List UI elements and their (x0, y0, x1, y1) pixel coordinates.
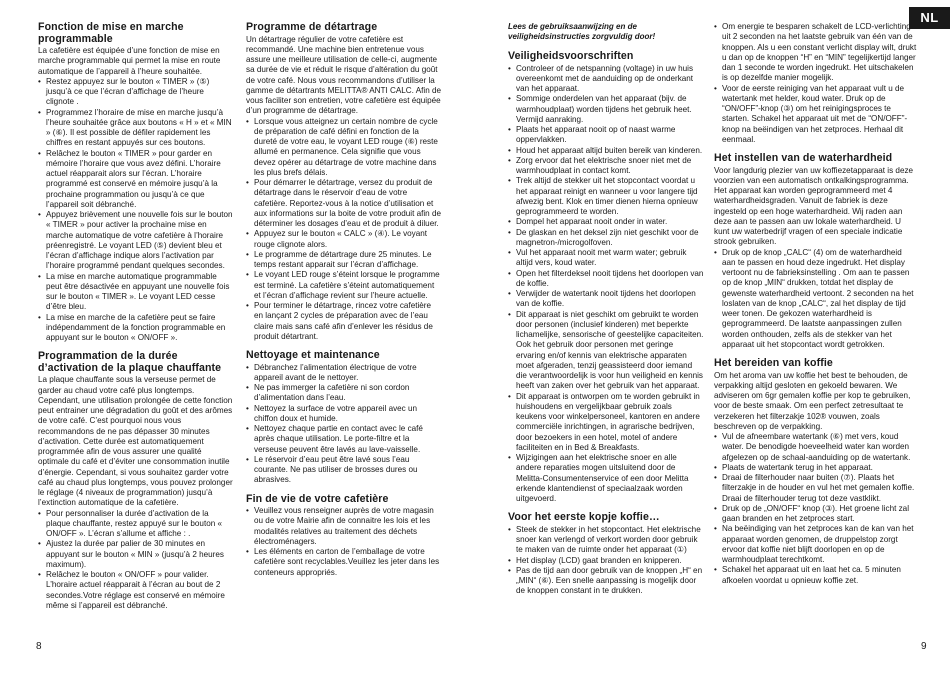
list-item: • Les éléments en carton de l’emballage de votre cafetière sont recyclables.Veuillez les jeter dans les conteneurs appropriés. (246, 547, 442, 578)
heading-end-of-life: Fin de vie de votre cafetière (246, 492, 389, 505)
list-item: • Pas de tijd aan door gebruik van de knoppen „H“ en „MIN“ (⑥). Een snelle aanpassing is mogelijk door de knoppen constant in te drukken. (508, 566, 704, 597)
paragraph-water-hardness: Voor langdurig plezier van uw koffiezetapparaat is deze voorzien van een automatisch ontkalkingsprogramma. Het apparaat kan worden geprogrammeerd met 4 waterhardheidsgraden. Vanuit de fabriek is deze ingesteld op een hoge waterhardheid. Wij raden aan deze aan te passen aan uw lokale waterhardheid. U kunt uw waterbedrijf vragen of een speciale indicatie strook gebruiken. (714, 165, 914, 247)
list-item: • Dit apparaat is ontworpen om te worden gebruikt in huishoudens en vergelijkbaar gebruik zoals keukens voor winkelpersoneel, kantoren en andere commerciële inrichtingen, in agrarische bedrijven, door bezoekers in een hotel, motel of andere faciliteiten en in Bed & Breakfasts. (508, 392, 704, 454)
list-item: • Nettoyez la surface de votre appareil avec un chiffon doux et humide. (246, 404, 442, 425)
list-item: • Le programme de détartrage dure 25 minutes. Le temps restant apparait sur l’écran d’affichage. (246, 250, 442, 271)
list-item: • Le voyant LED rouge s’éteint lorsque le programme est terminé. La cafetière s’éteint automatiquement et l’écran d’affichage revient sur l’heure actuelle. (246, 270, 442, 301)
language-badge: NL (909, 7, 950, 29)
list-item: • Restez appuyez sur le bouton « TIMER » (⑤) jusqu’à ce que l’écran d’affichage de l’heure clignote . (38, 77, 234, 108)
heading-first-coffee: Voor het eerste kopje koffie… (508, 511, 660, 524)
list-item: • Appuyez brièvement une nouvelle fois sur le bouton « TIMER » pour activer la prochaine mise en marche automatique de votre cafetière à l’horaire préenregistré. Le voyant LED (⑤) devient bleu et l’écran d’affichage indique alors l’activation par l’horaire programmé pendant quelques secondes. (38, 210, 234, 272)
list-item: • Programmez l’horaire de mise en marche jusqu’à l’heure souhaitée grâce aux boutons « H » et « MIN » (⑥). Il est possible de défiler rapidement les chiffres en restant appuyés sur ces boutons. (38, 108, 234, 149)
list-item: • Vul de afneembare watertank (⑥) met vers, koud water. De benodigde hoeveelheid water kan worden afgelezen op de schaal-aanduiding op de watertank. (714, 432, 917, 463)
list-item: • Le réservoir d’eau peut être lavé sous l’eau courante. Ne pas utiliser de brosses dures ou abrasives. (246, 455, 442, 486)
heading-descale: Programme de détartrage (246, 21, 378, 33)
column-french-1 (38, 22, 234, 611)
list-item: • Open het filterdeksel nooit tijdens het doorlopen van de koffie. (508, 269, 704, 290)
list-item: • Dompel het apparaat nooit onder in water. (508, 217, 704, 227)
heading-water-hardness: Het instellen van de waterhardheid (714, 152, 893, 164)
heading-timer: Fonction de mise en marche programmable (38, 21, 184, 45)
list-item: • Plaats het apparaat nooit op of naast warme oppervlakken. (508, 125, 704, 146)
column-french-2 (246, 22, 442, 578)
list-item: • Lorsque vous atteignez un certain nombre de cycle de préparation de café défini en fonction de la dureté de votre eau, le voyant LED rouge (⑥) reste allumé en permanence. Cela signifie que vous devez opérer au détartrage de votre machine dans les plus brefs délais. (246, 117, 442, 179)
list-first-coffee (508, 525, 704, 597)
page-number-left: 8 (36, 641, 42, 652)
list-item: • Pour personnaliser la durée d’activation de la plaque chauffante, restez appuyé sur le bouton « ON/OFF ». L’écran s’allume et affiche : . (38, 509, 234, 540)
heading-plate: Programmation de la durée d’activation de la plaque chauffante (38, 350, 222, 374)
list-item: • Voor de eerste reiniging van het apparaat vult u de watertank met helder, koud water. Druk op de “ON/OFF”-knop (③) om het reinigingsproces te starten. Schakel het apparaat uit met de “ON/OFF”-knop na beëindigen van het zetproces. Herhaal dit eenmaal. (714, 84, 917, 146)
list-item: • Trek altijd de stekker uit het stopcontact voordat u het apparaat reinigt en wanneer u voor langere tijd afwezig bent. Klok en timer dienen hierna opnieuw geprogrammeerd te worden. (508, 176, 704, 217)
list-water-hardness (714, 248, 917, 351)
heading-safety: Veiligheidsvoorschriften (508, 50, 634, 62)
list-item: • Dit apparaat is niet geschikt om gebruikt te worden door personen (inclusief kinderen) met beperkte lichamelijke, sensorische of geestelijke capaciteiten. Ook het gebruik door personen met geringe ervaring en/of kennis van elektrische apparaten moet afgeraden, tenzij geassisteerd door iemand die verantwoordelijk is voor hun veiligheid en kennis heeft van zaken over het gebruik van het apparaat. (508, 310, 704, 392)
paragraph-plate: La plaque chauffante sous la verseuse permet de garder au chaud votre café plus longtemps. Cependant, une utilisation prolongée de cette fonction peut entrainer une dégradation du goût et des arômes de votre café. C’est pourquoi nous vous recommandons de ne pas dépasser 30 minutes d’activation. Cette durée est automatiquement programmée afin de vous assurer une qualité optimale du café et d’éviter une consommation inutile d’énergie. Cependant, si vous souhaitez garder votre café au chaud plus longtemps, vous pouvez prolonger le réglage (4 niveaux de programmation) jusqu’à l’extinction automatique de la cafetière. (38, 375, 233, 508)
list-item: • Plaats de watertank terug in het apparaat. (714, 463, 917, 473)
list-item: • Appuyez sur le bouton « CALC » (④). Le voyant rouge clignote alors. (246, 229, 442, 250)
list-item: • Druk op de knop „CALC“ (4) om de waterhardheid aan te passen en houd deze ingedrukt. Het display vertoont nu de fabrieksinstelling . Om aan te passen op de knop „MIN“ drukken, totdat het display de gewenste waterhardheid vertoont. 2 seconden na het loslaten van de knop „CALC“, zal het display de tijd weer tonen. De gekozen waterhardheid is geprogrammeerd. De laatste aanpassingen zullen worden onthouden, zelfs als de stekker van het apparaat uit het stopcontact wordt getrokken. (714, 248, 917, 351)
list-timer (38, 77, 234, 344)
page-number-right: 9 (921, 641, 927, 652)
list-item: • Wijzigingen aan het elektrische snoer en alle andere reparaties mogen uitsluitend door de Melitta-Consumentenservice of een door Melitta erkende klantendienst of speciaalzaak worden uitgevoerd. (508, 453, 704, 504)
list-item: • La mise en marche automatique programmable peut être désactivée en appuyant une nouvelle fois sur le bouton « TIMER ». Le voyant LED cesse d’être bleu. (38, 272, 234, 313)
column-dutch-2 (714, 22, 917, 586)
list-item: • Draai de filterhouder naar buiten (⑦). Plaats het filterzakje in de houder en vul het met gemalen koffie. Draai de filterhouder terug tot deze vastklikt. (714, 473, 917, 504)
list-safety (508, 64, 704, 505)
list-descale (246, 117, 442, 343)
list-item: • De glaskan en het deksel zijn niet geschikt voor de magnetron-/microgolfoven. (508, 228, 704, 249)
list-item: • Houd het apparaat altijd buiten bereik van kinderen. (508, 146, 704, 156)
intro-warning: Lees de gebruiksaanwijzing en de veiligheidsinstructies zorgvuldig door! (508, 22, 656, 41)
list-item: • Steek de stekker in het stopcontact. Het elektrische snoer kan verlengd of verkort worden door gebruik te maken van de ruimte onder het apparaat (①) (508, 525, 704, 556)
list-item: • Nettoyez chaque partie en contact avec le café après chaque utilisation. Le porte-filtre et la verseuse peuvent être lavés au lave-vaisselle. (246, 424, 442, 455)
list-item: • Schakel het apparaat uit en laat het ca. 5 minuten afkoelen voordat u opnieuw koffie zet. (714, 565, 917, 586)
list-item: • La mise en marche de la cafetière peut se faire indépendamment de la fonction programmable en appuyant sur le bouton « ON/OFF ». (38, 313, 234, 344)
list-item: • Druk op de „ON/OFF“ knop (③). Het groene licht zal gaan branden en het zetproces start. (714, 504, 917, 525)
heading-brewing: Het bereiden van koffie (714, 357, 833, 369)
list-item: • Verwijder de watertank nooit tijdens het doorlopen van de koffie. (508, 289, 704, 310)
list-item: • Ne pas immerger la cafetière ni son cordon d’alimentation dans l’eau. (246, 383, 442, 404)
list-cleaning (246, 363, 442, 486)
list-item: • Controleer of de netspanning (voltage) in uw huis overeenkomt met de aanduiding op de onderkant van het apparaat. (508, 64, 704, 95)
list-brewing (714, 432, 917, 586)
list-item: • Om energie te besparen schakelt de LCD-verlichting uit 2 seconden na het laatste gebruik van één van de knoppen. Als u een constant verlicht display wilt, drukt u dan op de knoppen “H” en “MIN” tegelijkertijd langer dan 1 seconde te worden ingedrukt. Het uitschakelen is op dezelfde manier mogelijk. (714, 22, 917, 84)
paragraph-timer: La cafetière est équipée d’une fonction de mise en marche programmable qui permet la mise en route automatique de l’appareil à l’heure souhaitée. (38, 46, 221, 76)
list-item: • Pour démarrer le détartrage, versez du produit de détartrage dans le réservoir d’eau de votre cafetière. Reportez-vous à la notice d’utilisation et aux informations sur la boite de votre produit afin de déterminer les dosages d’eau et de produit à diluer. (246, 178, 442, 229)
list-plate (38, 509, 234, 612)
paragraph-brewing: Om het aroma van uw koffie het best te behouden, de verpakking altijd gesloten en gekoeld bewaren. We adviseren om 6gr gemalen koffie per kop te gebruiken, voor de beste smaak. Om een perfect zetresultaat te verzekeren het filterzakje 102® vouwen, zoals beschreven op de verpakking. (714, 370, 911, 431)
list-item: • Veuillez vous renseigner auprès de votre magasin ou de votre Mairie afin de connaitre les lois et les modalités relatives au traitement des déchets électroménagers. (246, 506, 442, 547)
list-item: • Ajustez la durée par palier de 30 minutes en appuyant sur le bouton « MIN » (jusqu’à 2 heures maximum). (38, 539, 234, 570)
list-item: • Relâchez le bouton « ON/OFF » pour valider. L’horaire actuel réapparait à l’écran au bout de 2 secondes.Votre réglage est conservé en mémoire même si l’appareil est débranché. (38, 570, 234, 611)
heading-cleaning: Nettoyage et maintenance (246, 349, 380, 361)
list-item: • Het display (LCD) gaat branden en knipperen. (508, 556, 704, 566)
list-item: • Zorg ervoor dat het elektrische snoer niet met de warmhoudplaat in contact komt. (508, 156, 704, 177)
list-item: • Relâchez le bouton « TIMER » pour garder en mémoire l’horaire que vous avez défini. L’horaire actuel réapparait alors sur l’écran. L’horaire programmé est conservé en mémoire jusqu’à la prochaine programmation ou jusqu’à ce que l’appareil soit débranché. (38, 149, 234, 211)
list-item: • Sommige onderdelen van het apparaat (bijv. de warmhoudplaat) worden tijdens het gebruik heet. Vermijd aanraking. (508, 94, 704, 125)
paragraph-descale: Un détartrage régulier de votre cafetière est recommandé. Une machine bien entretenue vous assure une meilleure utilisation de celle-ci, augmente sa durée de vie et réduit le risque d’altération du goût de votre café. Nous vous recommandons d’utiliser la gamme de détartrants MELITTA® ANTI CALC. Afin de vous faciliter son entretien, votre cafetière est équipée d’un programme de détartrage. (246, 34, 442, 116)
column-dutch-1 (508, 22, 704, 597)
list-item: • Débranchez l’alimentation électrique de votre appareil avant de le nettoyer. (246, 363, 442, 384)
list-end-of-life (246, 506, 442, 578)
list-item: • Vul het apparaat nooit met warm water; gebruik altijd vers, koud water. (508, 248, 704, 269)
list-first-coffee-continued (714, 22, 917, 145)
list-item: • Na beëindiging van het zetproces kan de kan van het apparaat worden genomen, de druppelstop zorgt ervoor dat koffie niet blijft doorlopen en op de warmhoudplaat terechtkomt. (714, 524, 917, 565)
list-item: • Pour terminer le détartrage, rincez votre cafetière en lançant 2 cycles de préparation avec de l’eau claire mais sans café afin d’enlever les résidus de produit détartrant. (246, 301, 442, 342)
